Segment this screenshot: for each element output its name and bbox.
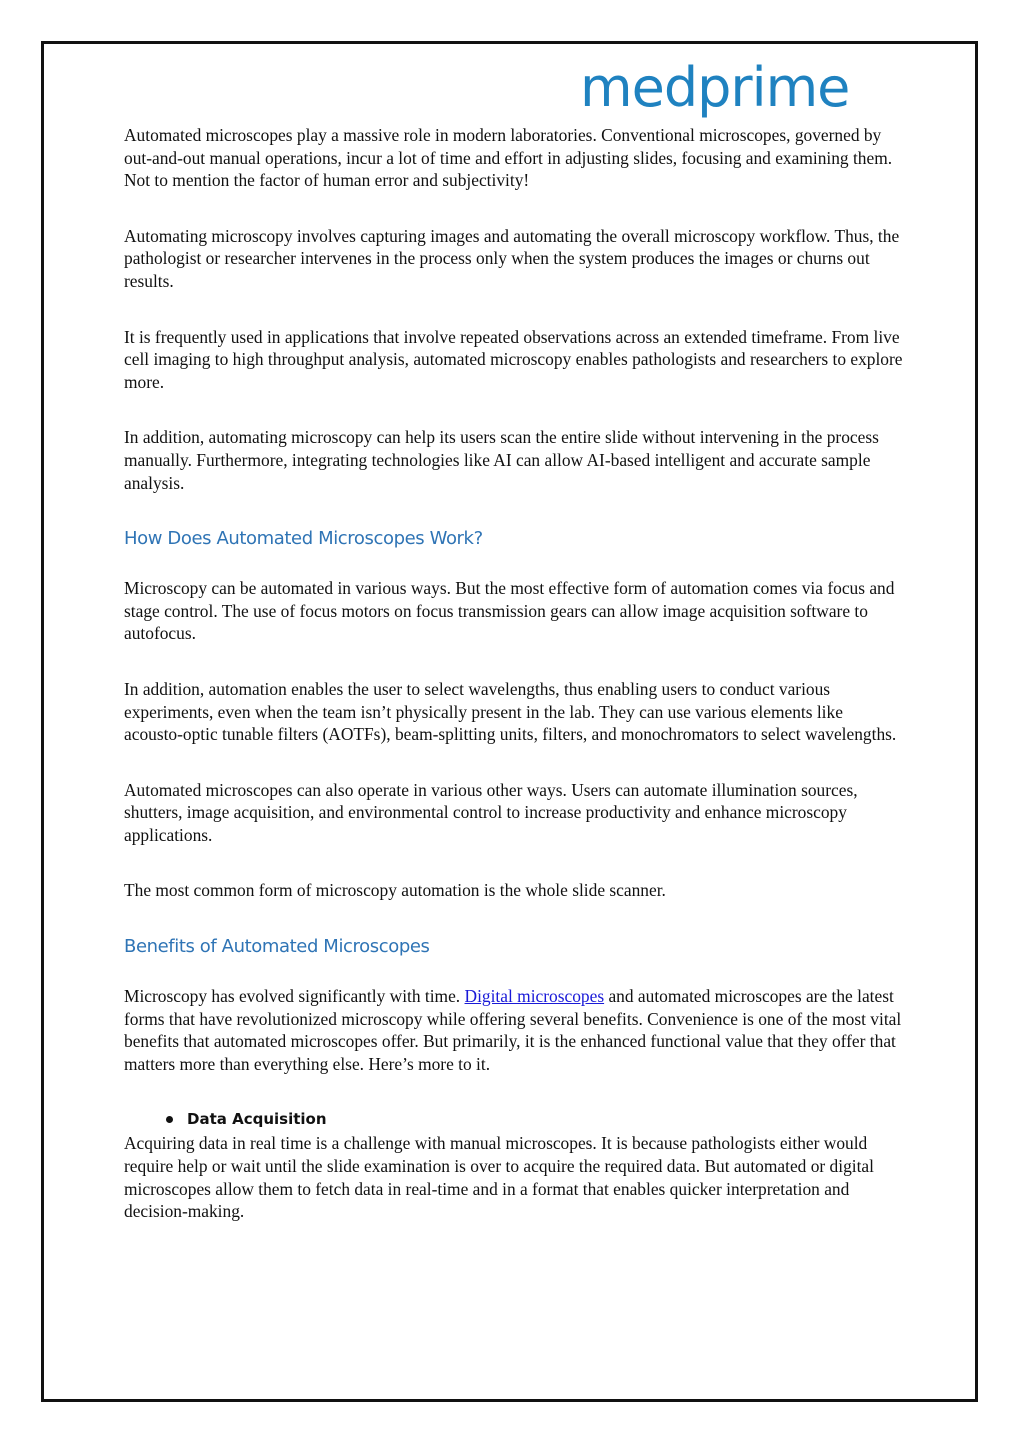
section-heading-benefits: Benefits of Automated Microscopes [124,936,430,958]
bullet-item-data-acquisition [166,1108,904,1130]
bullet-title: Data Acquisition [187,1110,327,1129]
intro-paragraph-2: Automating microscopy involves capturing images and automating the overall microscopy workflow. Thus, the pathologist or researcher intervenes in the process only when the system produces the images or churns out results. [124,225,900,291]
how-paragraph-1: Microscopy can be automated in various ways. But the most effective form of automation comes via focus and stage control. The use of focus motors on focus transmission gears can allow image acquisition software to autofocus. [124,578,895,644]
intro-paragraph-3: It is frequently used in applications that involve repeated observations across an extended timeframe. From live cell imaging to high throughput analysis, automated microscopy enables pathologists and researchers to explore more. [124,326,903,392]
how-paragraph-2: In addition, automation enables the user to select wavelengths, thus enabling users to conduct various experiments, even when the team isn’t physically present in the lab. They can use various elements like acousto-optic tunable filters (AOTFs), beam-splitting units, filters, and monochromators to select wavelengths. [124,678,897,745]
bullet-icon [166,1116,173,1123]
section-heading-how: How Does Automated Microscopes Work? [124,528,483,550]
medprime-logo: medprime [580,56,850,119]
digital-microscopes-link[interactable]: Digital microscopes [464,986,605,1007]
intro-paragraph-4: In addition, automating microscopy can help its users scan the entire slide without intervening in the process manually. Furthermore, integrating technologies like AI can allow AI-based intelligent and accurate sample analysis. [124,427,879,493]
how-paragraph-3: Automated microscopes can also operate in various other ways. Users can automate illumination sources, shutters, image acquisition, and environmental control to increase productivity and enhance microscopy applications. [124,779,858,845]
document-body [124,124,904,1256]
how-paragraph-4: The most common form of microscopy automation is the whole slide scanner. [124,880,666,901]
intro-paragraph-1: Automated microscopes play a massive role in modern laboratories. Conventional microscopes, governed by out-and-out manual operations, incur a lot of time and effort in adjusting slides, focusing and examining them. Not to mention the factor of human error and subjectivity! [124,125,893,191]
data-acquisition-paragraph: Acquiring data in real time is a challenge with manual microscopes. It is because pathologists either would require help or wait until the slide examination is over to acquire the required data. But automated or digital microscopes allow them to fetch data in real-time and in a format that enables quicker interpretation and decision-making. [124,1133,874,1222]
benefits-intro-text-start: Microscopy has evolved significantly with time. [124,986,465,1007]
benefits-intro-paragraph [124,985,904,1075]
benefits-intro-text-end: and automated microscopes are the latest forms that have revolutionized microscopy while offering several benefits. Convenience is one of the most vital benefits that automated microscopes offer. But primarily, it is the enhanced functional value that they offer that matters more than everything else. Here’s more to it. [124,986,902,1074]
